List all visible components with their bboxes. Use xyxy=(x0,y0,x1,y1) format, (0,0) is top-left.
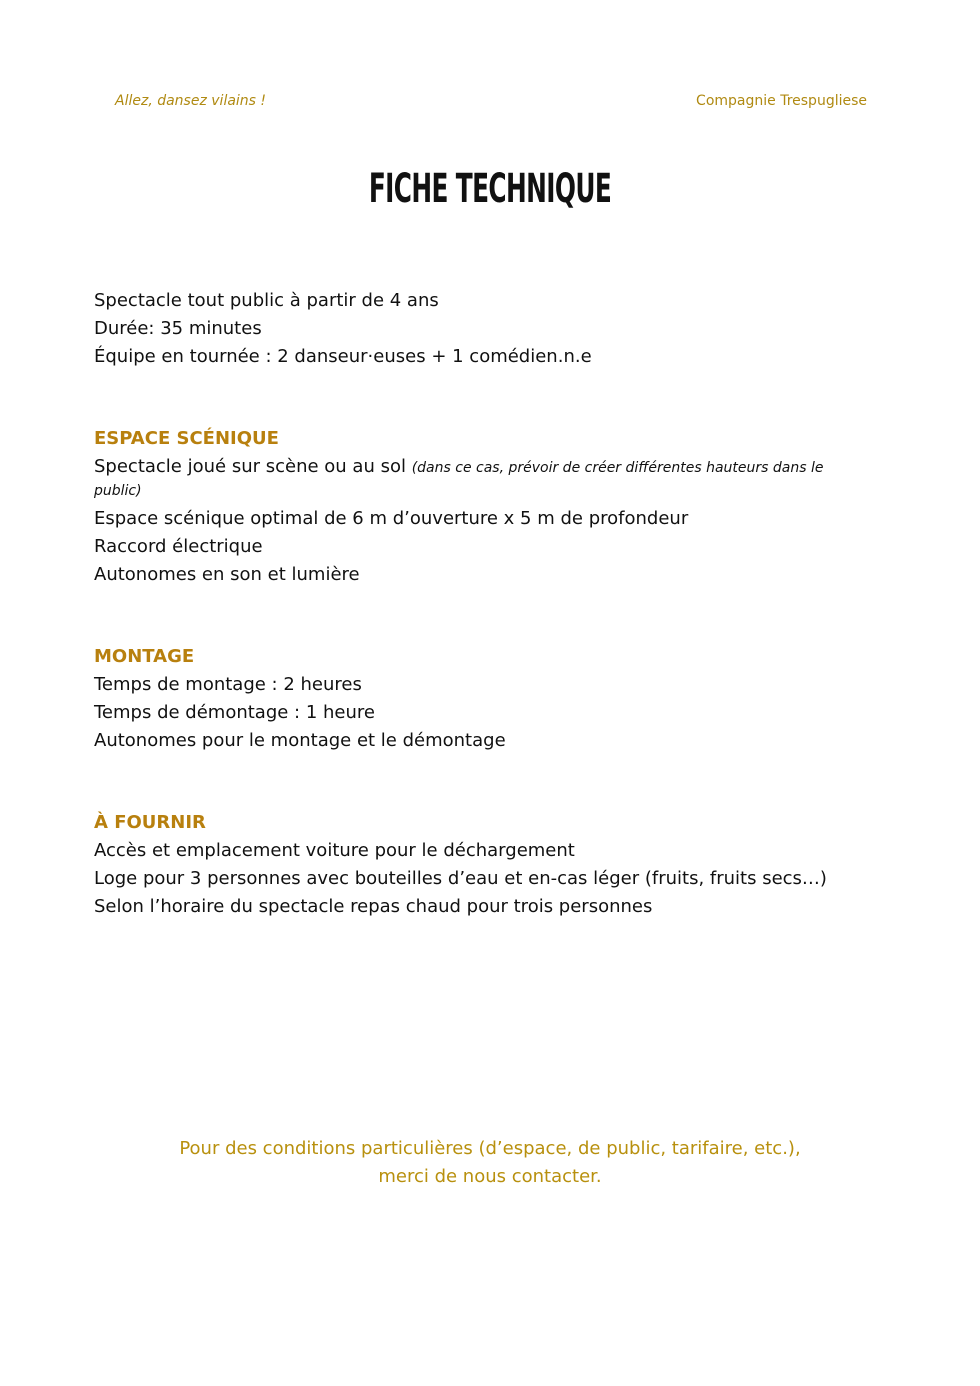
section-espace-scenique xyxy=(94,425,874,589)
contact-note xyxy=(0,1135,980,1191)
contact-note-line-1: Pour des conditions particulières (d’espace, de public, tarifaire, etc.), xyxy=(179,1138,801,1159)
montage-line-teardown: Temps de démontage : 1 heure xyxy=(94,702,375,723)
intro-duration: Durée: 35 minutes xyxy=(94,318,262,339)
section-a-fournir xyxy=(94,809,874,921)
intro-audience: Spectacle tout public à partir de 4 ans xyxy=(94,290,439,311)
header-company-name: Compagnie Trespugliese xyxy=(696,93,867,109)
intro-block xyxy=(94,287,874,371)
section-montage xyxy=(94,643,874,755)
section-heading-montage: MONTAGE xyxy=(94,646,195,667)
fournir-line-dressing-room: Loge pour 3 personnes avec bouteilles d’eau et en-cas léger (fruits, fruits secs…) xyxy=(94,868,827,889)
montage-line-autonomous: Autonomes pour le montage et le démontage xyxy=(94,730,506,751)
document-body xyxy=(94,287,874,921)
espace-line-stage xyxy=(94,453,874,505)
section-heading-fournir: À FOURNIR xyxy=(94,812,206,833)
fournir-line-meal: Selon l’horaire du spectacle repas chaud pour trois personnes xyxy=(94,896,653,917)
espace-line-stage-main: Spectacle joué sur scène ou au sol xyxy=(94,456,412,477)
intro-team: Équipe en tournée : 2 danseur·euses + 1 comédien.n.e xyxy=(94,346,592,367)
header-show-title: Allez, dansez vilains ! xyxy=(115,93,267,109)
espace-line-electric: Raccord électrique xyxy=(94,536,263,557)
section-heading-espace: ESPACE SCÉNIQUE xyxy=(94,428,279,449)
fournir-line-access: Accès et emplacement voiture pour le déchargement xyxy=(94,840,575,861)
espace-line-autonomous: Autonomes en son et lumière xyxy=(94,564,360,585)
espace-line-stage-note: (dans ce cas, prévoir de créer différentes hauteurs dans le public) xyxy=(94,460,824,499)
espace-line-dimensions: Espace scénique optimal de 6 m d’ouverture x 5 m de profondeur xyxy=(94,508,689,529)
montage-line-setup: Temps de montage : 2 heures xyxy=(94,674,362,695)
page-title: FICHE TECHNIQUE xyxy=(368,166,612,212)
contact-note-line-2: merci de nous contacter. xyxy=(378,1166,602,1187)
